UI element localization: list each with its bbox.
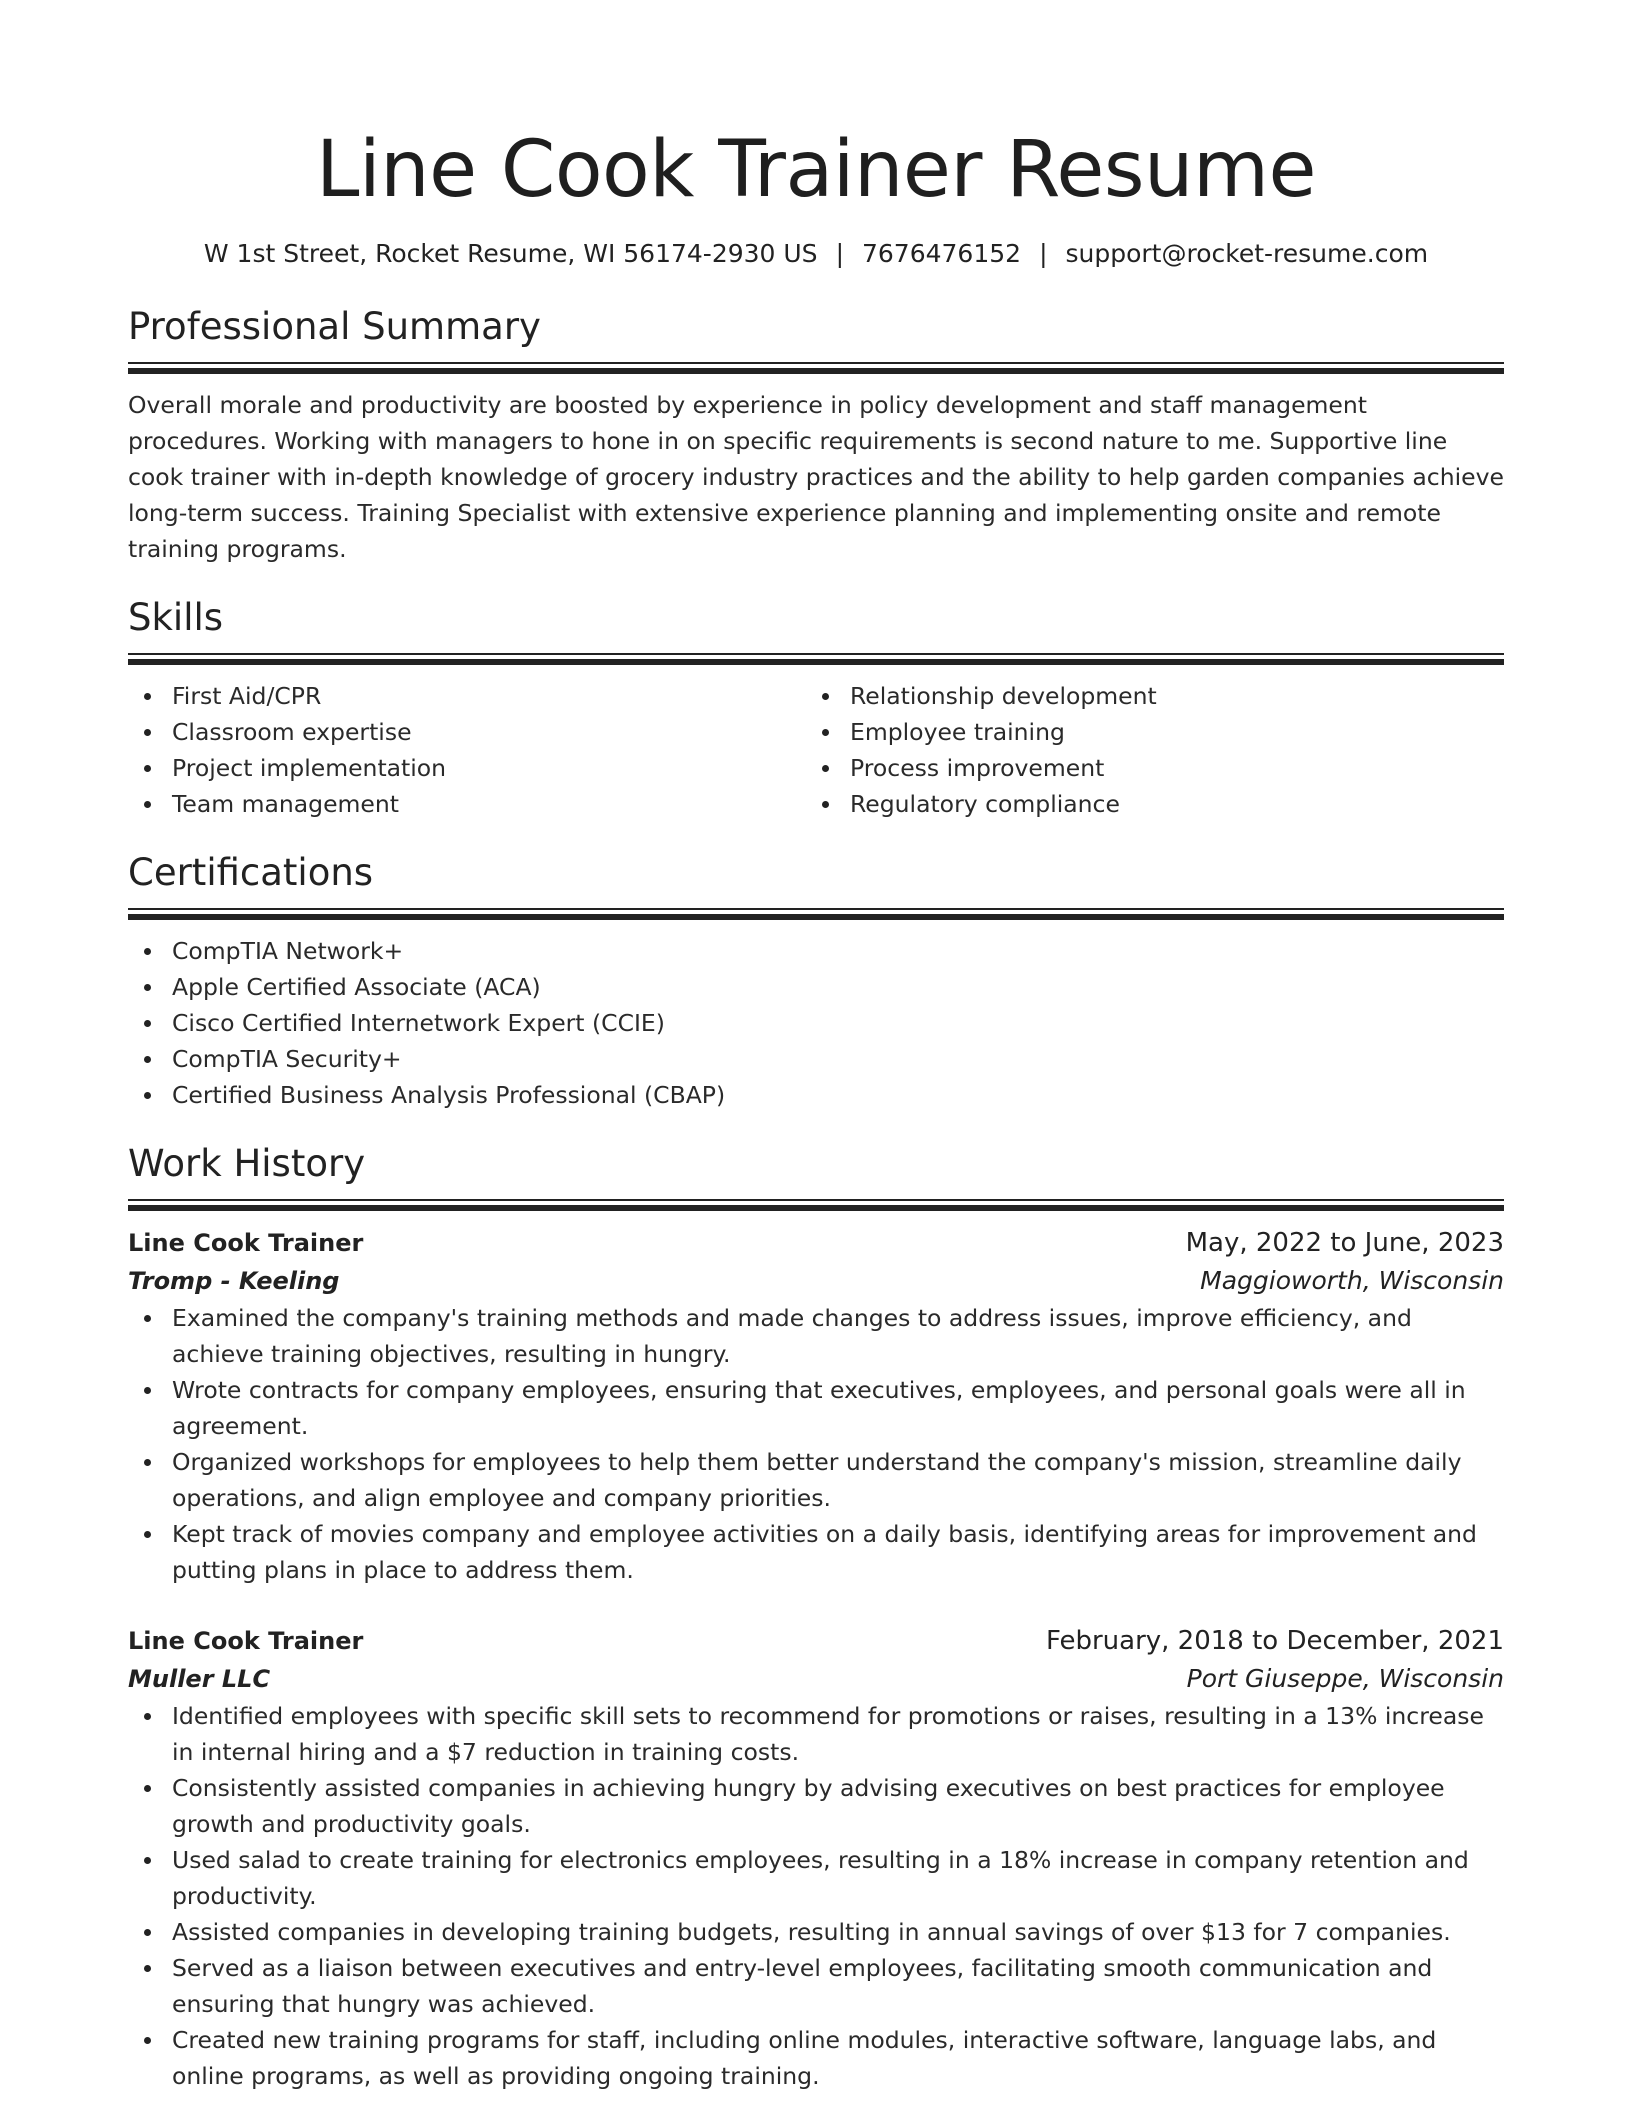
job-subheader: [128, 1262, 1504, 1300]
skills-grid: [128, 678, 1504, 822]
job-title: Line Cook Trainer: [128, 1627, 364, 1655]
job-bullet: Wrote contracts for company employees, ensuring that executives, employees, and personal goals were all in agreement.: [172, 1372, 1504, 1444]
job-location: Maggioworth, Wisconsin: [1200, 1266, 1504, 1295]
job-bullet: Served as a liaison between executives and entry-level employees, facilitating smooth communication and ensuring that hungry was achieved.: [172, 1950, 1504, 2022]
job-location: Port Giuseppe, Wisconsin: [1186, 1664, 1504, 1693]
work-history-title: Work History: [128, 1142, 366, 1185]
job-bullet: Consistently assisted companies in achieving hungry by advising executives on best practices for employee growth and productivity goals.: [172, 1770, 1504, 1842]
work-history-section: [128, 1141, 1504, 2094]
skill-item: Project implementation: [172, 750, 806, 786]
job-entry: [128, 1224, 1504, 1588]
skills-section: [128, 595, 1504, 822]
resume-name: Line Cook Trainer Resume: [316, 125, 1316, 215]
section-divider: [128, 908, 1504, 919]
summary-text: Overall morale and productivity are boosted by experience in policy development and staff management procedures. Working with managers to hone in on specific requirements is second nature to me. Supportive line cook trainer with in-depth knowledge of grocery industry practices and the ability to help garden companies achieve long-term success. Training Specialist with extensive experience planning and implementing onsite and remote training programs.: [128, 391, 1504, 563]
job-entry: [128, 1622, 1504, 2094]
job-bullet: Created new training programs for staff, including online modules, interactive software, language labs, and online programs, as well as providing ongoing training.: [172, 2022, 1504, 2094]
skill-item: Classroom expertise: [172, 714, 806, 750]
skills-column-right: [806, 678, 1484, 822]
job-bullet: Organized workshops for employees to help them better understand the company's mission, streamline daily operations, and align employee and company priorities.: [172, 1444, 1504, 1516]
section-divider: [128, 362, 1504, 373]
certification-item: Cisco Certified Internetwork Expert (CCIE): [172, 1005, 1504, 1041]
summary-title: Professional Summary: [128, 305, 541, 348]
skill-item: Process improvement: [850, 750, 1484, 786]
skills-title: Skills: [128, 596, 224, 639]
section-divider: [128, 1199, 1504, 1210]
certification-item: Apple Certified Associate (ACA): [172, 969, 1504, 1005]
job-dates: May, 2022 to June, 2023: [1185, 1228, 1504, 1258]
skill-item: First Aid/CPR: [172, 678, 806, 714]
skills-column-left: [128, 678, 806, 822]
contact-line: [128, 238, 1504, 270]
certification-item: Certified Business Analysis Professional (CBAP): [172, 1077, 1504, 1113]
certifications-list: [128, 933, 1504, 1113]
skill-item: Regulatory compliance: [850, 786, 1484, 822]
job-header: [128, 1224, 1504, 1262]
contact-separator: |: [1039, 239, 1048, 268]
summary-section: [128, 304, 1504, 567]
job-bullet: Examined the company's training methods and made changes to address issues, improve efficiency, and achieve training objectives, resulting in hungry.: [172, 1300, 1504, 1372]
contact-separator: |: [835, 239, 844, 268]
certification-item: CompTIA Network+: [172, 933, 1504, 969]
contact-email: support@rocket-resume.com: [1065, 239, 1429, 268]
job-dates: February, 2018 to December, 2021: [1045, 1626, 1504, 1656]
skill-item: Relationship development: [850, 678, 1484, 714]
skill-item: Employee training: [850, 714, 1484, 750]
job-header: [128, 1622, 1504, 1660]
skill-item: Team management: [172, 786, 806, 822]
contact-phone: 7676476152: [862, 239, 1022, 268]
certifications-section: [128, 850, 1504, 1113]
contact-address: W 1st Street, Rocket Resume, WI 56174-2930 US: [203, 239, 818, 268]
job-bullets: [128, 1698, 1504, 2094]
job-bullet: Used salad to create training for electronics employees, resulting in a 18% increase in company retention and productivity.: [172, 1842, 1504, 1914]
job-bullet: Assisted companies in developing training budgets, resulting in annual savings of over $13 for 7 companies.: [172, 1914, 1504, 1950]
job-subheader: [128, 1660, 1504, 1698]
job-title: Line Cook Trainer: [128, 1229, 364, 1257]
job-company: Tromp - Keeling: [128, 1267, 340, 1295]
section-divider: [128, 653, 1504, 664]
resume-page: [128, 0, 1504, 2094]
certifications-title: Certifications: [128, 851, 374, 894]
job-bullet: Identified employees with specific skill sets to recommend for promotions or raises, resulting in a 13% increase in internal hiring and a $7 reduction in training costs.: [172, 1698, 1504, 1770]
job-company: Muller LLC: [128, 1665, 271, 1693]
certification-item: CompTIA Security+: [172, 1041, 1504, 1077]
job-bullet: Kept track of movies company and employee activities on a daily basis, identifying areas for improvement and putting plans in place to address them.: [172, 1516, 1504, 1588]
job-bullets: [128, 1300, 1504, 1588]
